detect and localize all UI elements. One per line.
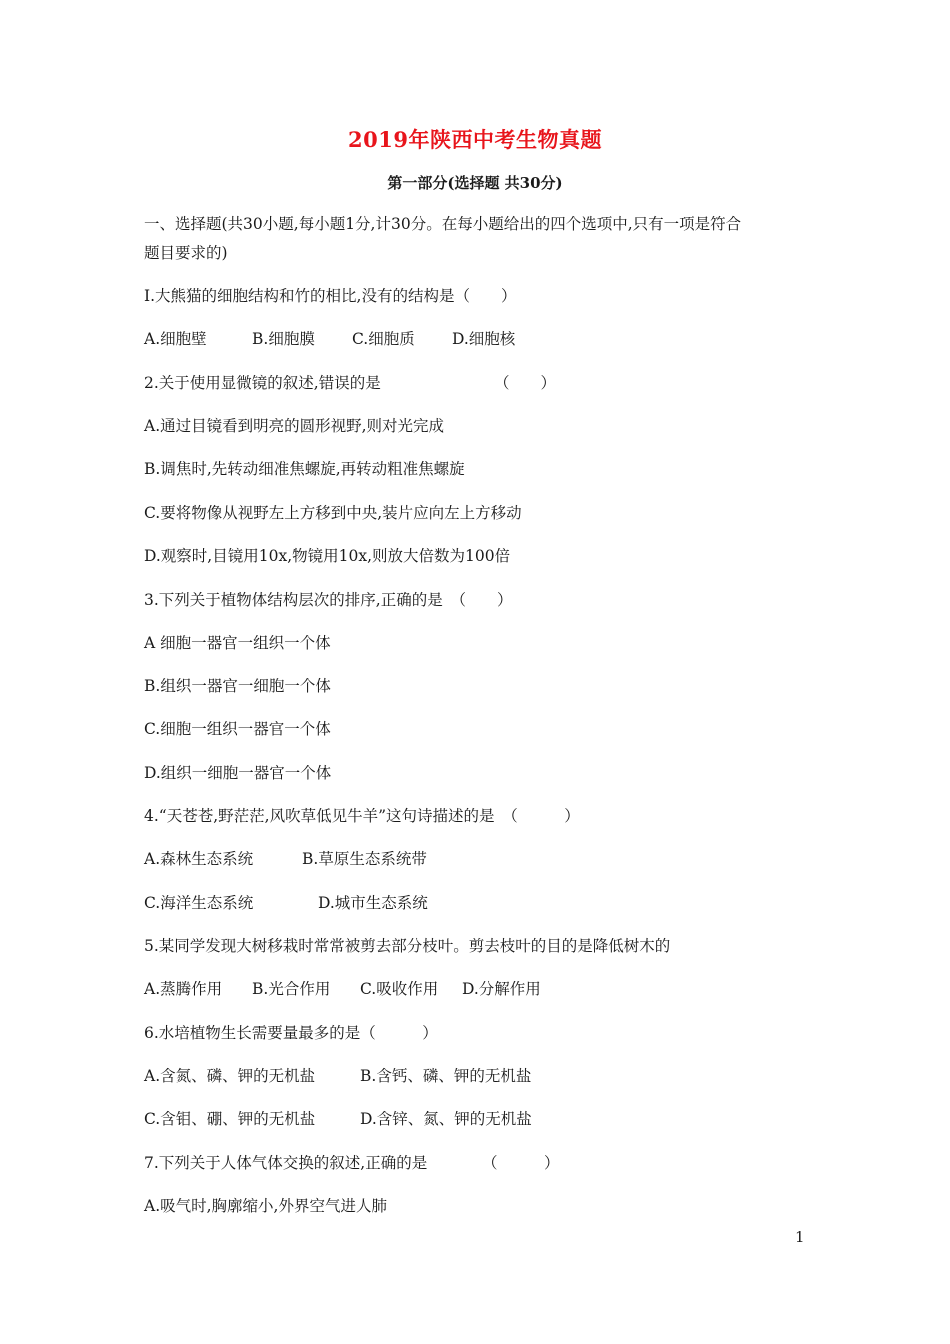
question-7-option-a: A.吸气时,胸廓缩小,外界空气进人肺 <box>144 1197 387 1215</box>
question-4-options-row-1 <box>144 849 427 869</box>
question-2-option-a: A.通过目镜看到明亮的圆形视野,则对光完成 <box>144 417 445 435</box>
option: C.吸收作用 <box>360 980 439 998</box>
option: B.细胞膜 <box>252 330 315 348</box>
question-2-stem <box>144 373 556 393</box>
part-heading: 第一部分(选择题 共30分) <box>387 174 563 192</box>
question-2-option-d: D.观察时,目镜用10x,物镜用10x,则放大倍数为100倍 <box>144 547 511 565</box>
question-3-option-b: B.组织一器官一细胞一个体 <box>144 677 331 695</box>
question-3-option-d: D.组织一细胞一器官一个体 <box>144 764 332 782</box>
question-7-text: 7.下列关于人体气体交换的叙述,正确的是 <box>144 1154 428 1172</box>
question-4-options-row-2 <box>144 893 428 913</box>
question-2-option-b: B.调焦时,先转动细准焦螺旋,再转动粗准焦螺旋 <box>144 460 465 478</box>
option: A.含氮、磷、钾的无机盐 <box>144 1067 316 1085</box>
question-6-options-row-2 <box>144 1109 532 1129</box>
question-1-options <box>144 329 515 349</box>
option: B.光合作用 <box>252 980 331 998</box>
instructions-line-1: 一、选择题(共30小题,每小题1分,计30分。在每小题给出的四个选项中,只有一项是符合 <box>144 215 742 233</box>
question-7-stem <box>144 1153 560 1173</box>
option: D.含锌、氮、钾的无机盐 <box>360 1110 532 1128</box>
question-5-options <box>144 979 541 999</box>
option: A.森林生态系统 <box>144 850 254 868</box>
question-3-option-a: A 细胞一器官一组织一个体 <box>144 634 331 652</box>
option: B.草原生态系统带 <box>302 850 427 868</box>
page-number: 1 <box>795 1228 805 1246</box>
option: B.含钙、磷、钾的无机盐 <box>360 1067 532 1085</box>
question-3-stem: 3.下列关于植物体结构层次的排序,正确的是 （ ） <box>144 591 513 609</box>
question-2-text: 2.关于使用显微镜的叙述,错误的是 <box>144 374 381 392</box>
option: C.细胞质 <box>352 330 415 348</box>
option: D.城市生态系统 <box>318 894 428 912</box>
page-title: 2019年陕西中考生物真题 <box>348 127 602 152</box>
option: A.蒸腾作用 <box>144 980 223 998</box>
question-6-options-row-1 <box>144 1066 531 1086</box>
instructions-line-2: 题目要求的) <box>144 244 228 262</box>
question-6-stem: 6.水培植物生长需要量最多的是（ ） <box>144 1024 438 1042</box>
question-5-stem: 5.某同学发现大树移栽时常常被剪去部分枝叶。剪去枝叶的目的是降低树木的 <box>144 937 671 955</box>
option: C.含钼、硼、钾的无机盐 <box>144 1110 316 1128</box>
question-1-stem: I.大熊猫的细胞结构和竹的相比,没有的结构是（ ） <box>144 287 517 305</box>
option: D.细胞核 <box>452 330 516 348</box>
option: C.海洋生态系统 <box>144 894 254 912</box>
question-3-option-c: C.细胞一组织一器官一个体 <box>144 720 331 738</box>
option: A.细胞壁 <box>144 330 207 348</box>
answer-paren: （ ） <box>482 1154 560 1172</box>
option: D.分解作用 <box>462 980 541 998</box>
answer-paren: （ ） <box>494 374 557 392</box>
question-2-option-c: C.要将物像从视野左上方移到中央,装片应向左上方移动 <box>144 504 522 522</box>
question-4-stem: 4.“天苍苍,野茫茫,风吹草低见牛羊”这句诗描述的是 （ ） <box>144 807 580 825</box>
